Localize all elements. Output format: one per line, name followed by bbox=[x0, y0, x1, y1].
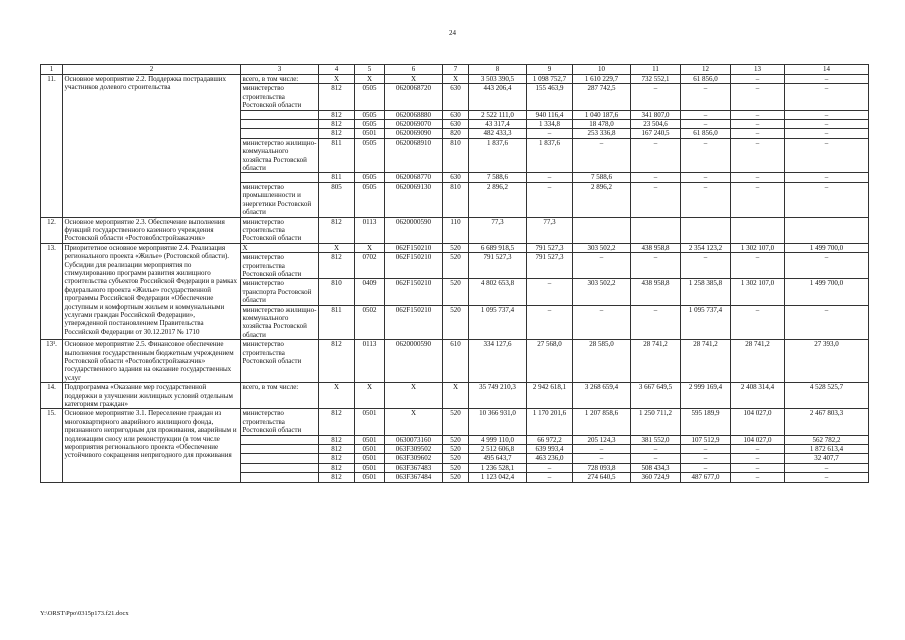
cell-c5: Х bbox=[355, 75, 385, 84]
cell-c13: 104 027,0 bbox=[731, 435, 785, 444]
cell-c7: 520 bbox=[443, 409, 469, 435]
cell-c14: – bbox=[785, 138, 869, 173]
cell-c14: 32 407,7 bbox=[785, 454, 869, 463]
cell-c6: 0620069070 bbox=[385, 120, 443, 129]
cell-c11: 438 958,8 bbox=[631, 279, 681, 305]
cell-c5: 0409 bbox=[355, 279, 385, 305]
cell-c9: – bbox=[527, 279, 573, 305]
column-number: 13 bbox=[731, 65, 785, 75]
table-row bbox=[41, 243, 869, 252]
cell-c8: 7 588,6 bbox=[469, 173, 527, 182]
cell-c5: 0501 bbox=[355, 129, 385, 138]
cell-c4: Х bbox=[319, 75, 355, 84]
row-number: 13. bbox=[41, 243, 63, 339]
cell-c14: – bbox=[785, 182, 869, 217]
column-number: 6 bbox=[385, 65, 443, 75]
cell-c8: 10 366 931,0 bbox=[469, 409, 527, 435]
column-number: 14 bbox=[785, 65, 869, 75]
cell-c6: Х bbox=[385, 409, 443, 435]
cell-c6: 063F367484 bbox=[385, 473, 443, 482]
cell-c10: – bbox=[573, 445, 631, 454]
cell-c4: 812 bbox=[319, 409, 355, 435]
cell-c10: 7 588,6 bbox=[573, 173, 631, 182]
cell-c7: Х bbox=[443, 383, 469, 409]
cell-c11: – bbox=[631, 138, 681, 173]
cell-c7: Х bbox=[443, 75, 469, 84]
cell-c4: 812 bbox=[319, 129, 355, 138]
cell-c12 bbox=[681, 217, 731, 243]
cell-c14: 2 467 803,3 bbox=[785, 409, 869, 435]
cell-c14: – bbox=[785, 120, 869, 129]
cell-c13: – bbox=[731, 138, 785, 173]
column-number: 11 bbox=[631, 65, 681, 75]
cell-c7: 110 bbox=[443, 217, 469, 243]
cell-c10: 253 336,8 bbox=[573, 129, 631, 138]
cell-c11: 508 434,3 bbox=[631, 463, 681, 472]
cell-c8: 6 689 918,5 bbox=[469, 243, 527, 252]
cell-c5: 0113 bbox=[355, 340, 385, 383]
cell-c6: 062F150210 bbox=[385, 279, 443, 305]
cell-c8: 3 503 390,5 bbox=[469, 75, 527, 84]
cell-c7: 610 bbox=[443, 340, 469, 383]
cell-c4: 810 bbox=[319, 279, 355, 305]
executor bbox=[241, 445, 319, 454]
cell-c11: 341 807,0 bbox=[631, 110, 681, 119]
cell-c7: 520 bbox=[443, 253, 469, 279]
event-name: Основное мероприятие 3.1. Переселение граждан из многоквартирного аварийного жилищного фонда, признанного непригодным для проживания, аварийным и подлежащим сносу или реконструкции (в том числе мероприятия регионального проекта «Обеспечение устойчивого сокращения непригодного для проживания bbox=[63, 409, 241, 482]
cell-c10: 2 896,2 bbox=[573, 182, 631, 217]
cell-c5: 0501 bbox=[355, 463, 385, 472]
cell-c13: – bbox=[731, 454, 785, 463]
cell-c9: 2 942 618,1 bbox=[527, 383, 573, 409]
cell-c10: 728 093,8 bbox=[573, 463, 631, 472]
cell-c6: 0620068770 bbox=[385, 173, 443, 182]
cell-c11: – bbox=[631, 253, 681, 279]
cell-c4: 812 bbox=[319, 110, 355, 119]
cell-c6: Х bbox=[385, 75, 443, 84]
cell-c8: 495 643,7 bbox=[469, 454, 527, 463]
cell-c4: 811 bbox=[319, 138, 355, 173]
cell-c5: 0702 bbox=[355, 253, 385, 279]
cell-c12: 595 189,9 bbox=[681, 409, 731, 435]
cell-c5: 0505 bbox=[355, 138, 385, 173]
cell-c8: 2 522 111,0 bbox=[469, 110, 527, 119]
cell-c7: 520 bbox=[443, 435, 469, 444]
executor bbox=[241, 454, 319, 463]
cell-c6: 0620069130 bbox=[385, 182, 443, 217]
cell-c11: – bbox=[631, 173, 681, 182]
cell-c14: – bbox=[785, 473, 869, 482]
cell-c5: 0501 bbox=[355, 454, 385, 463]
cell-c8: 1 095 737,4 bbox=[469, 305, 527, 340]
cell-c11: – bbox=[631, 454, 681, 463]
cell-c6: 062F150210 bbox=[385, 243, 443, 252]
cell-c7: 520 bbox=[443, 305, 469, 340]
cell-c11: – bbox=[631, 445, 681, 454]
cell-c13: 2 408 314,4 bbox=[731, 383, 785, 409]
cell-c14: 27 393,0 bbox=[785, 340, 869, 383]
cell-c13: – bbox=[731, 305, 785, 340]
event-name: Подпрограмма «Оказание мер государственной поддержки в улучшении жилищных условий отдельным категориям граждан» bbox=[63, 383, 241, 409]
cell-c10: 28 585,0 bbox=[573, 340, 631, 383]
cell-c10: 1 040 187,6 bbox=[573, 110, 631, 119]
cell-c14: – bbox=[785, 305, 869, 340]
executor bbox=[241, 173, 319, 182]
column-number: 10 bbox=[573, 65, 631, 75]
executor: Х bbox=[241, 243, 319, 252]
cell-c6: 063F309602 bbox=[385, 454, 443, 463]
cell-c11: – bbox=[631, 84, 681, 110]
cell-c4: 812 bbox=[319, 454, 355, 463]
cell-c11: 381 552,0 bbox=[631, 435, 681, 444]
cell-c14: – bbox=[785, 110, 869, 119]
column-number-row bbox=[41, 65, 869, 75]
cell-c12: – bbox=[681, 182, 731, 217]
cell-c4: 811 bbox=[319, 173, 355, 182]
cell-c10: 205 124,3 bbox=[573, 435, 631, 444]
cell-c11: 438 958,8 bbox=[631, 243, 681, 252]
cell-c9: – bbox=[527, 463, 573, 472]
cell-c4: 812 bbox=[319, 120, 355, 129]
cell-c6: 0620000590 bbox=[385, 217, 443, 243]
cell-c13: 1 302 107,0 bbox=[731, 243, 785, 252]
cell-c6: 0620000590 bbox=[385, 340, 443, 383]
row-number: 13¹. bbox=[41, 340, 63, 383]
cell-c14: 1 499 700,0 bbox=[785, 243, 869, 252]
column-number: 4 bbox=[319, 65, 355, 75]
cell-c11: 167 240,5 bbox=[631, 129, 681, 138]
cell-c7: 810 bbox=[443, 138, 469, 173]
cell-c12: – bbox=[681, 110, 731, 119]
cell-c7: 630 bbox=[443, 120, 469, 129]
cell-c13: 28 741,2 bbox=[731, 340, 785, 383]
cell-c6: 062F150210 bbox=[385, 305, 443, 340]
cell-c6: 062F150210 bbox=[385, 253, 443, 279]
cell-c4: 812 bbox=[319, 473, 355, 482]
cell-c9: 639 993,4 bbox=[527, 445, 573, 454]
cell-c8: 2 512 606,8 bbox=[469, 445, 527, 454]
executor bbox=[241, 129, 319, 138]
column-number: 3 bbox=[241, 65, 319, 75]
event-name: Приоритетное основное мероприятие 2.4. Реализация регионального проекта «Жилье» (Ростовской области). Субсидии для реализации мероприятия по стимулированию программ развития жилищного строительства субъектов Российской Федерации в рамках федерального проекта «Жилье» государственной программы Российской Федерации «Обеспечение доступным и комфортным жильем и коммунальными услугами граждан Российской Федерации», утвержденной постановлением Правительства Российской Федерации от 30.12.2017 № 1710 bbox=[63, 243, 241, 339]
cell-c4: 805 bbox=[319, 182, 355, 217]
cell-c12: 107 512,9 bbox=[681, 435, 731, 444]
executor: министерство жилищно-коммунального хозяйства Ростовской области bbox=[241, 305, 319, 340]
executor bbox=[241, 435, 319, 444]
cell-c14: – bbox=[785, 463, 869, 472]
cell-c13 bbox=[731, 217, 785, 243]
cell-c12: 61 856,0 bbox=[681, 129, 731, 138]
cell-c11: 3 667 649,5 bbox=[631, 383, 681, 409]
cell-c10: – bbox=[573, 138, 631, 173]
cell-c11: – bbox=[631, 305, 681, 340]
cell-c9: 463 236,0 bbox=[527, 454, 573, 463]
cell-c7: 520 bbox=[443, 279, 469, 305]
executor: министерство строительства Ростовской области bbox=[241, 217, 319, 243]
cell-c8: 1 236 528,1 bbox=[469, 463, 527, 472]
cell-c10: 274 640,5 bbox=[573, 473, 631, 482]
cell-c10: 18 478,0 bbox=[573, 120, 631, 129]
cell-c12: 487 677,0 bbox=[681, 473, 731, 482]
cell-c6: 0630073160 bbox=[385, 435, 443, 444]
cell-c11: 360 724,9 bbox=[631, 473, 681, 482]
cell-c9: 66 972,2 bbox=[527, 435, 573, 444]
cell-c13: 1 302 107,0 bbox=[731, 279, 785, 305]
cell-c4: 812 bbox=[319, 253, 355, 279]
cell-c12: – bbox=[681, 454, 731, 463]
cell-c14 bbox=[785, 217, 869, 243]
cell-c13: – bbox=[731, 84, 785, 110]
cell-c8: 443 206,4 bbox=[469, 84, 527, 110]
cell-c8: 482 433,3 bbox=[469, 129, 527, 138]
cell-c10: – bbox=[573, 253, 631, 279]
cell-c5: 0505 bbox=[355, 120, 385, 129]
cell-c11: 28 741,2 bbox=[631, 340, 681, 383]
cell-c10: 1 207 858,6 bbox=[573, 409, 631, 435]
column-number: 9 bbox=[527, 65, 573, 75]
cell-c9: 77,3 bbox=[527, 217, 573, 243]
cell-c14: 562 782,2 bbox=[785, 435, 869, 444]
cell-c4: 812 bbox=[319, 340, 355, 383]
cell-c9: 1 098 752,7 bbox=[527, 75, 573, 84]
cell-c14: – bbox=[785, 75, 869, 84]
cell-c8: 1 837,6 bbox=[469, 138, 527, 173]
cell-c12: – bbox=[681, 445, 731, 454]
cell-c5: 0505 bbox=[355, 173, 385, 182]
table-body bbox=[41, 65, 869, 483]
cell-c10: 287 742,5 bbox=[573, 84, 631, 110]
row-number: 14. bbox=[41, 383, 63, 409]
cell-c9: 791 527,3 bbox=[527, 243, 573, 252]
cell-c9: 1 837,6 bbox=[527, 138, 573, 173]
executor: министерство строительства Ростовской области bbox=[241, 84, 319, 110]
row-number: 15. bbox=[41, 409, 63, 482]
cell-c4: 812 bbox=[319, 463, 355, 472]
cell-c9: 791 527,3 bbox=[527, 253, 573, 279]
cell-c6: 063F309502 bbox=[385, 445, 443, 454]
cell-c4: 812 bbox=[319, 435, 355, 444]
event-name: Основное мероприятие 2.5. Финансовое обеспечение выполнения государственным бюджетным учреждением Ростовской области «Ростовоблстройзаказчик» государственного задания на оказание государственных услуг bbox=[63, 340, 241, 383]
cell-c12: 61 856,0 bbox=[681, 75, 731, 84]
file-path: Y:\ORST\Ppo\0315p173.f21.docx bbox=[40, 610, 129, 617]
cell-c6: 0620069090 bbox=[385, 129, 443, 138]
cell-c12: – bbox=[681, 138, 731, 173]
table-row bbox=[41, 409, 869, 435]
cell-c13: – bbox=[731, 110, 785, 119]
cell-c7: 810 bbox=[443, 182, 469, 217]
cell-c12: – bbox=[681, 120, 731, 129]
cell-c9: 27 568,0 bbox=[527, 340, 573, 383]
cell-c10: 303 502,2 bbox=[573, 243, 631, 252]
cell-c12: 2 999 169,4 bbox=[681, 383, 731, 409]
column-number: 1 bbox=[41, 65, 63, 75]
page-number: 24 bbox=[449, 29, 456, 37]
row-number: 11. bbox=[41, 75, 63, 218]
cell-c9: – bbox=[527, 129, 573, 138]
cell-c13: 104 027,0 bbox=[731, 409, 785, 435]
cell-c7: 630 bbox=[443, 110, 469, 119]
executor: министерство строительства Ростовской области bbox=[241, 340, 319, 383]
cell-c13: – bbox=[731, 75, 785, 84]
table-row bbox=[41, 217, 869, 243]
cell-c9: 1 334,8 bbox=[527, 120, 573, 129]
cell-c5: 0113 bbox=[355, 217, 385, 243]
executor: министерство строительства Ростовской области bbox=[241, 253, 319, 279]
cell-c6: 0620068910 bbox=[385, 138, 443, 173]
cell-c12: 1 095 737,4 bbox=[681, 305, 731, 340]
cell-c6: Х bbox=[385, 383, 443, 409]
cell-c5: Х bbox=[355, 383, 385, 409]
cell-c7: 820 bbox=[443, 129, 469, 138]
cell-c11: 1 250 711,2 bbox=[631, 409, 681, 435]
executor: министерство промышленности и энергетики Ростовской области bbox=[241, 182, 319, 217]
cell-c5: 0501 bbox=[355, 473, 385, 482]
cell-c4: Х bbox=[319, 383, 355, 409]
cell-c5: 0501 bbox=[355, 409, 385, 435]
event-name: Основное мероприятие 2.3. Обеспечение выполнения функций государственного казенного учреждения Ростовской области «Ростовоблстройзаказчик» bbox=[63, 217, 241, 243]
executor: всего, в том числе: bbox=[241, 383, 319, 409]
cell-c11: – bbox=[631, 182, 681, 217]
cell-c9: – bbox=[527, 182, 573, 217]
executor: министерство строительства Ростовской области bbox=[241, 409, 319, 435]
cell-c8: 4 999 110,0 bbox=[469, 435, 527, 444]
cell-c14: – bbox=[785, 129, 869, 138]
cell-c10: – bbox=[573, 305, 631, 340]
cell-c13: – bbox=[731, 473, 785, 482]
cell-c7: 520 bbox=[443, 454, 469, 463]
cell-c8: 35 749 210,3 bbox=[469, 383, 527, 409]
cell-c11: 23 504,6 bbox=[631, 120, 681, 129]
cell-c9: – bbox=[527, 473, 573, 482]
cell-c14: – bbox=[785, 84, 869, 110]
executor bbox=[241, 473, 319, 482]
executor bbox=[241, 463, 319, 472]
executor bbox=[241, 110, 319, 119]
row-number: 12. bbox=[41, 217, 63, 243]
cell-c10: 3 268 659,4 bbox=[573, 383, 631, 409]
column-number: 7 bbox=[443, 65, 469, 75]
cell-c8: 334 127,6 bbox=[469, 340, 527, 383]
column-number: 12 bbox=[681, 65, 731, 75]
cell-c9: 1 170 201,6 bbox=[527, 409, 573, 435]
cell-c13: – bbox=[731, 182, 785, 217]
cell-c8: 1 123 042,4 bbox=[469, 473, 527, 482]
executor: министерство жилищно-коммунального хозяйства Ростовской области bbox=[241, 138, 319, 173]
executor: министерство транспорта Ростовской области bbox=[241, 279, 319, 305]
cell-c5: 0505 bbox=[355, 182, 385, 217]
executor: всего, в том числе: bbox=[241, 75, 319, 84]
cell-c4: 812 bbox=[319, 217, 355, 243]
cell-c10: 1 610 229,7 bbox=[573, 75, 631, 84]
cell-c5: 0505 bbox=[355, 110, 385, 119]
cell-c4: 811 bbox=[319, 305, 355, 340]
cell-c14: 1 872 613,4 bbox=[785, 445, 869, 454]
cell-c11 bbox=[631, 217, 681, 243]
cell-c5: 0502 bbox=[355, 305, 385, 340]
cell-c6: 063F367483 bbox=[385, 463, 443, 472]
cell-c8: 43 317,4 bbox=[469, 120, 527, 129]
table-row bbox=[41, 75, 869, 84]
cell-c5: 0501 bbox=[355, 435, 385, 444]
cell-c14: – bbox=[785, 253, 869, 279]
cell-c9: 155 463,9 bbox=[527, 84, 573, 110]
column-number: 5 bbox=[355, 65, 385, 75]
cell-c12: 28 741,2 bbox=[681, 340, 731, 383]
executor bbox=[241, 120, 319, 129]
cell-c13: – bbox=[731, 173, 785, 182]
cell-c7: 630 bbox=[443, 84, 469, 110]
cell-c9: 940 116,4 bbox=[527, 110, 573, 119]
column-number: 2 bbox=[63, 65, 241, 75]
budget-table bbox=[40, 64, 869, 483]
cell-c12: – bbox=[681, 173, 731, 182]
cell-c5: 0505 bbox=[355, 84, 385, 110]
cell-c12: – bbox=[681, 253, 731, 279]
cell-c14: 4 528 525,7 bbox=[785, 383, 869, 409]
cell-c10: 303 502,2 bbox=[573, 279, 631, 305]
table-row bbox=[41, 383, 869, 409]
cell-c9: – bbox=[527, 173, 573, 182]
cell-c7: 630 bbox=[443, 173, 469, 182]
cell-c10 bbox=[573, 217, 631, 243]
cell-c4: 812 bbox=[319, 84, 355, 110]
cell-c7: 520 bbox=[443, 463, 469, 472]
cell-c13: – bbox=[731, 120, 785, 129]
cell-c7: 520 bbox=[443, 243, 469, 252]
cell-c13: – bbox=[731, 445, 785, 454]
cell-c13: – bbox=[731, 253, 785, 279]
cell-c9: – bbox=[527, 305, 573, 340]
cell-c5: 0501 bbox=[355, 445, 385, 454]
cell-c8: 77,3 bbox=[469, 217, 527, 243]
cell-c12: – bbox=[681, 84, 731, 110]
cell-c12: 2 354 123,2 bbox=[681, 243, 731, 252]
cell-c12: – bbox=[681, 463, 731, 472]
cell-c13: – bbox=[731, 463, 785, 472]
column-number: 8 bbox=[469, 65, 527, 75]
cell-c4: 812 bbox=[319, 445, 355, 454]
cell-c8: 2 896,2 bbox=[469, 182, 527, 217]
cell-c6: 0620068880 bbox=[385, 110, 443, 119]
event-name: Основное мероприятие 2.2. Поддержка пострадавших участников долевого строительства bbox=[63, 75, 241, 218]
cell-c8: 791 527,3 bbox=[469, 253, 527, 279]
cell-c14: – bbox=[785, 173, 869, 182]
table-row bbox=[41, 340, 869, 383]
cell-c8: 4 802 653,8 bbox=[469, 279, 527, 305]
cell-c13: – bbox=[731, 129, 785, 138]
cell-c11: 732 552,1 bbox=[631, 75, 681, 84]
cell-c7: 520 bbox=[443, 473, 469, 482]
cell-c6: 0620068720 bbox=[385, 84, 443, 110]
cell-c14: 1 499 700,0 bbox=[785, 279, 869, 305]
cell-c10: – bbox=[573, 454, 631, 463]
cell-c7: 520 bbox=[443, 445, 469, 454]
cell-c4: Х bbox=[319, 243, 355, 252]
cell-c12: 1 258 385,8 bbox=[681, 279, 731, 305]
cell-c5: Х bbox=[355, 243, 385, 252]
